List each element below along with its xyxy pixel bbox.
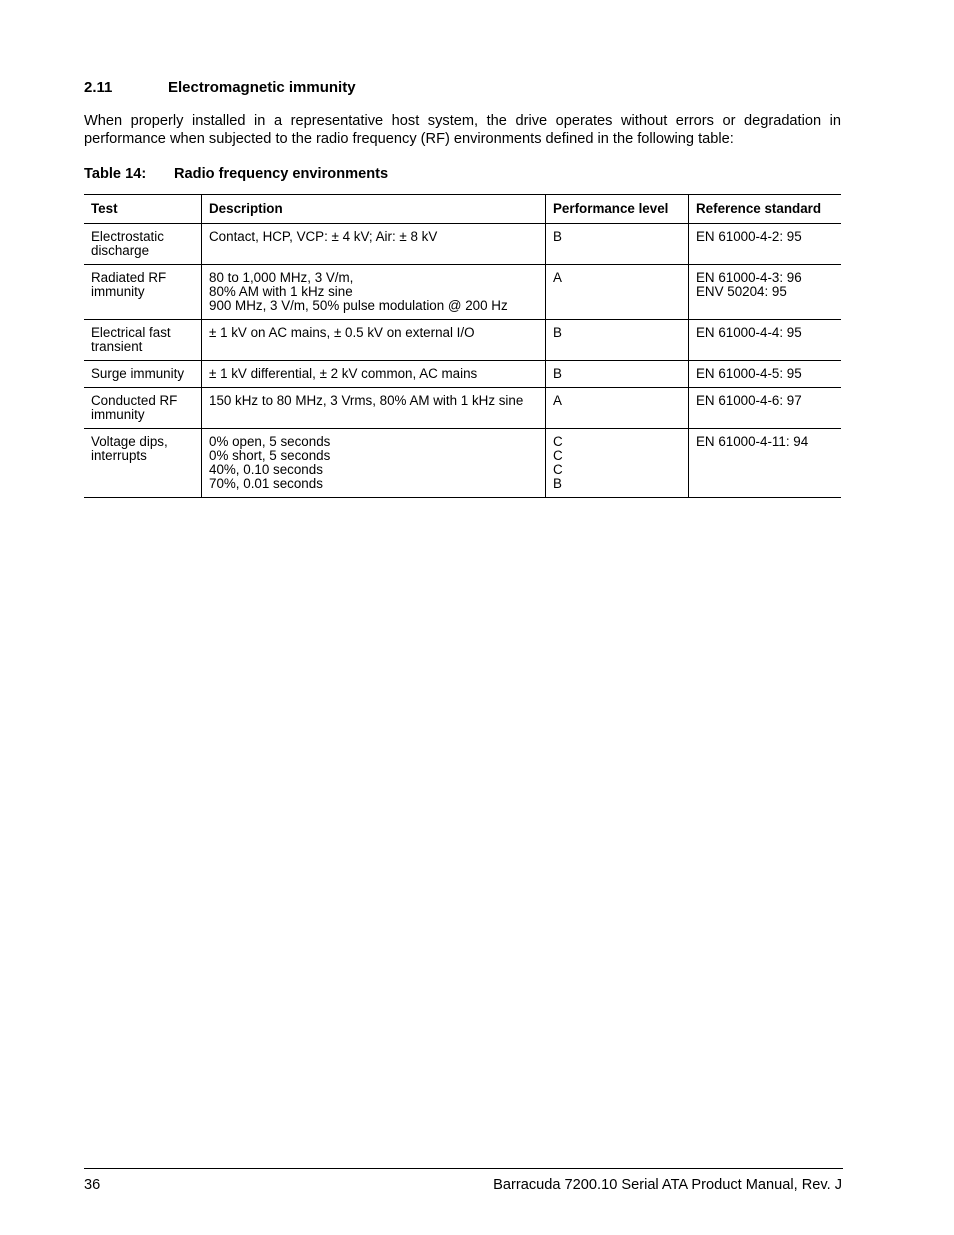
intro-paragraph: When properly installed in a representative host system, the drive operates without errors or degradation in performance when subjected to the radio frequency (RF) environments defined in the following table: — [84, 113, 841, 147]
cell-performance-level — [546, 429, 689, 498]
footer-divider — [84, 1168, 843, 1169]
cell-reference-standard — [689, 361, 842, 388]
table-caption-title: Radio frequency environments — [174, 166, 389, 182]
cell-performance-level — [546, 388, 689, 429]
cell-reference-standard-line: EN 61000-4-3: 96 — [696, 270, 802, 285]
table-row — [84, 388, 841, 429]
table-row — [84, 320, 841, 361]
cell-test — [84, 388, 202, 429]
header-performance-level: Performance level — [546, 195, 689, 224]
cell-description-line: 150 kHz to 80 MHz, 3 Vrms, 80% AM with 1 kHz sine — [209, 393, 524, 408]
cell-reference-standard-line: EN 61000-4-4: 95 — [696, 325, 802, 340]
cell-description — [202, 388, 546, 429]
cell-performance-level-line: A — [553, 393, 562, 408]
table-row — [84, 224, 841, 265]
cell-test-line: Electrostatic — [91, 229, 164, 244]
cell-performance-level — [546, 224, 689, 265]
cell-description-line: 0% open, 5 seconds — [209, 434, 331, 449]
rf-environments-table — [84, 194, 841, 498]
cell-performance-level-line: C — [553, 448, 563, 463]
table-caption-number: Table 14: — [84, 166, 147, 182]
cell-description — [202, 224, 546, 265]
cell-description-line: 900 MHz, 3 V/m, 50% pulse modulation @ 200 Hz — [209, 298, 508, 313]
cell-performance-level-line: B — [553, 229, 562, 244]
section-heading — [84, 79, 356, 96]
cell-test — [84, 320, 202, 361]
cell-performance-level-line: C — [553, 462, 563, 477]
cell-test-line: discharge — [91, 243, 150, 258]
cell-performance-level-line: B — [553, 476, 562, 491]
cell-reference-standard-line: EN 61000-4-6: 97 — [696, 393, 802, 408]
cell-performance-level — [546, 361, 689, 388]
cell-reference-standard-line: EN 61000-4-5: 95 — [696, 366, 802, 381]
cell-test-line: Conducted RF — [91, 393, 178, 408]
table-row — [84, 265, 841, 320]
cell-description-line: 80% AM with 1 kHz sine — [209, 284, 353, 299]
cell-test-line: Voltage dips, — [91, 434, 168, 449]
section-title: Electromagnetic immunity — [168, 79, 356, 96]
cell-description-line: ± 1 kV differential, ± 2 kV common, AC mains — [209, 366, 478, 381]
cell-test — [84, 224, 202, 265]
cell-performance-level-line: B — [553, 366, 562, 381]
footer-document-title: Barracuda 7200.10 Serial ATA Product Manual, Rev. J — [493, 1177, 842, 1193]
table-caption — [84, 166, 388, 182]
cell-test-line: immunity — [91, 284, 145, 299]
cell-reference-standard — [689, 320, 842, 361]
cell-performance-level-line: B — [553, 325, 562, 340]
table-body — [84, 224, 841, 498]
cell-description-line: Contact, HCP, VCP: ± 4 kV; Air: ± 8 kV — [209, 229, 438, 244]
cell-description — [202, 361, 546, 388]
cell-description-line: 70%, 0.01 seconds — [209, 476, 323, 491]
cell-performance-level-line: A — [553, 270, 562, 285]
cell-test-line: Surge immunity — [91, 366, 185, 381]
cell-description-line: 40%, 0.10 seconds — [209, 462, 323, 477]
cell-reference-standard — [689, 388, 842, 429]
cell-description-line: ± 1 kV on AC mains, ± 0.5 kV on external I/O — [209, 325, 475, 340]
cell-reference-standard-line: EN 61000-4-11: 94 — [696, 434, 809, 449]
cell-performance-level — [546, 320, 689, 361]
table-row — [84, 429, 841, 498]
cell-reference-standard — [689, 429, 842, 498]
header-reference-standard: Reference standard — [689, 195, 842, 224]
cell-test-line: Electrical fast — [91, 325, 171, 340]
cell-description — [202, 429, 546, 498]
cell-performance-level-line: C — [553, 434, 563, 449]
cell-reference-standard — [689, 224, 842, 265]
cell-description-line: 0% short, 5 seconds — [209, 448, 331, 463]
cell-test — [84, 429, 202, 498]
cell-test — [84, 361, 202, 388]
cell-test-line: interrupts — [91, 448, 147, 463]
table-row — [84, 361, 841, 388]
cell-test-line: Radiated RF — [91, 270, 167, 285]
cell-description-line: 80 to 1,000 MHz, 3 V/m, — [209, 270, 354, 285]
cell-reference-standard-line: ENV 50204: 95 — [696, 284, 787, 299]
cell-reference-standard — [689, 265, 842, 320]
footer-page-number: 36 — [84, 1177, 101, 1193]
header-test: Test — [84, 195, 202, 224]
cell-test-line: immunity — [91, 407, 145, 422]
section-number: 2.11 — [84, 79, 113, 96]
cell-description — [202, 265, 546, 320]
table-header-row — [84, 195, 841, 224]
cell-performance-level — [546, 265, 689, 320]
cell-test-line: transient — [91, 339, 143, 354]
header-description: Description — [202, 195, 546, 224]
cell-reference-standard-line: EN 61000-4-2: 95 — [696, 229, 802, 244]
cell-description — [202, 320, 546, 361]
cell-test — [84, 265, 202, 320]
